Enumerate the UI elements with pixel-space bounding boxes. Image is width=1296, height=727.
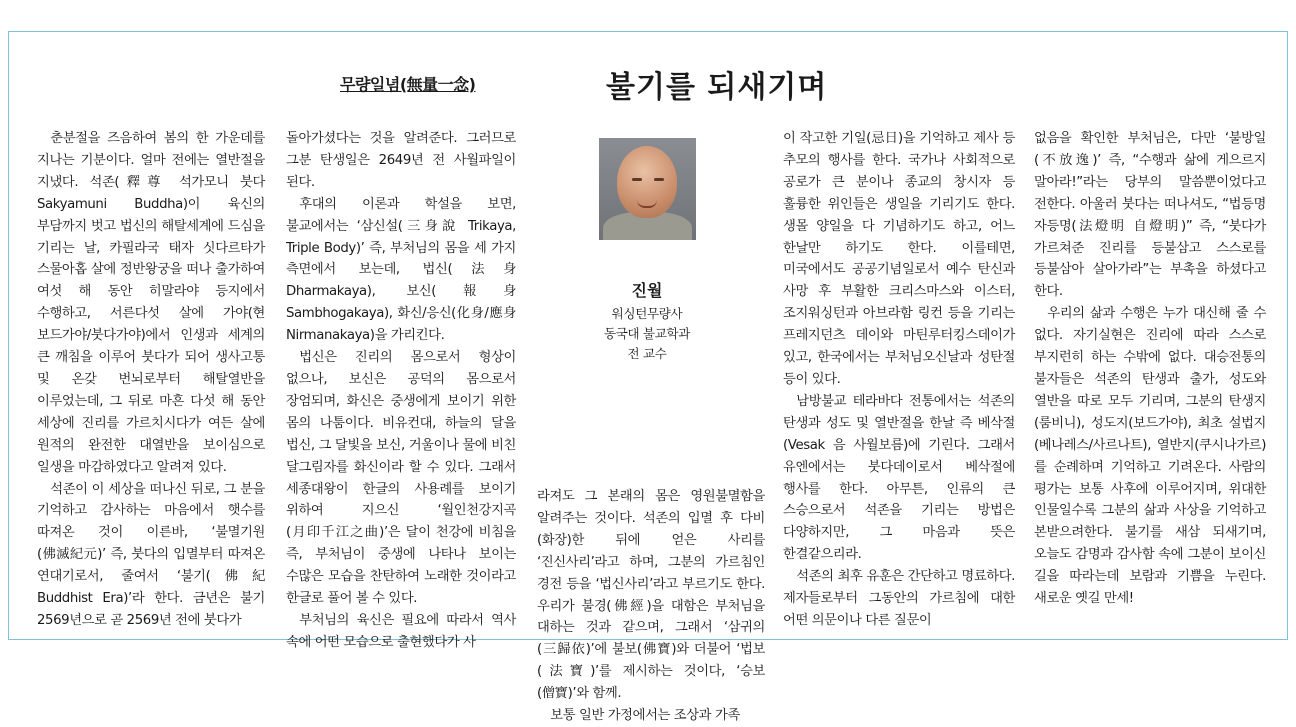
author-affiliation-line: 전 교수 xyxy=(627,346,667,361)
paragraph: 이 작고한 기일(忌日)을 기억하고 제사 등 추모의 행사를 한다. 국가나 사회적으로 공로가 큰 분이나 종교의 창시자 등 훌륭한 위인들은 생일을 기리기도 한다. 생몰 양일을 다 기념하기도 하고, 어느 한날만 하기도 한다. 이를테면, 미국에서도 공공기념일로서 예수 탄신과 사망 후 부활한 크리스마스와 이스터, 조지워싱턴과 아브라함 링컨 등을 기리는 프레지던츠 데이와 마틴루터킹스데이가 있고, 한국에서는 부처님오신날과 성탄절 등이 있다. xyxy=(783,131,1015,387)
photo-eye xyxy=(654,178,664,181)
article-column-1 xyxy=(37,128,265,632)
article-column-4 xyxy=(783,128,1015,632)
paragraph: 라져도 그 본래의 몸은 영원불멸함을 알려주는 것이다. 석존의 입멸 후 다비(화장)한 뒤에 얻은 사리를 ‘진신사리’라고 하며, 그분의 가르침인 경전 등을 ‘법신사리’라고 부르기도 한다. 우리가 불경(佛經)을 대함은 부처님을 대하는 것과 같으며, 그래서 ‘삼귀의(三歸依)’에 불보(佛寶)와 더불어 ‘법보(法寶)’를 제시하는 것이다, ‘승보(僧寶)’와 함께. xyxy=(537,489,765,702)
paragraph: 남방불교 테라바다 전통에서는 석존의 탄생과 성도 및 열반절을 한날 즉 베삭절(Vesak 음 사월보름)에 기린다. 그래서 유엔에서는 붓다데이로서 베삭절에 행사를 한다. 아무튼, 인류의 큰 스승으로서 석존을 기리는 방법은 다양하지만, 그 마음과 뜻은 한결같으리라. xyxy=(783,393,1015,563)
paragraph: 부처님의 육신은 필요에 따라서 역사 속에 어떤 모습으로 출현했다가 사 xyxy=(286,612,516,650)
author-affiliation-line: 동국대 불교학과 xyxy=(603,326,691,341)
headline: 불기를 되새기며 xyxy=(606,70,828,105)
author-name: 진월 xyxy=(631,281,663,300)
article-column-3 xyxy=(537,486,765,727)
paragraph: 없음을 확인한 부처님은, 다만 ‘불방일(不放逸)’ 즉, “수행과 삶에 게으르지 말아라!”라는 당부의 말씀뿐이었다고 전한다. 아울러 붓다는 떠나셔도, “법등명 자등명(法燈明 自燈明)” 즉, “붓다가 가르쳐준 진리를 등불삼고 스스로를 등불삼아 살아가라”는 부촉을 하셨다고 한다. xyxy=(1034,131,1266,300)
paragraph: 보통 일반 가정에서는 조상과 가족 xyxy=(550,708,740,724)
article-column-2 xyxy=(286,128,516,654)
paragraph: 석존이 이 세상을 떠나신 뒤로, 그 분을 기억하고 감사하는 마음에서 햇수를 따져온 것이 이른바, ‘불멸기원(佛滅紀元)’ 즉, 붓다의 입멸부터 따져온 연대기로서, 줄여서 ‘불기(佛紀 Buddhist Era)’라 한다. 금년은 불기 2569년으로 곧 2569년 전에 붓다가 xyxy=(37,481,265,628)
paragraph: 춘분절을 즈음하여 봄의 한 가운데를 지나는 기분이다. 얼마 전에는 열반절을 지냈다. 석존(釋尊 석가모니 붓다 Sakyamuni Buddha)이 육신의 부담까지 벗고 법신의 해탈세계에 드심을 기리는 날, 카필라국 태자 싯다르타가 스물아홉 살에 정반왕궁을 떠나 출가하여 여섯 해 동안 히말라야 등지에서 수행하고, 서른다섯 살에 가야(현 보드가야/붓다가야)에서 인생과 세계의 큰 깨침을 이루어 붓다가 되어 생사고통 및 온갖 번뇌로부터 해탈열반을 이루었는데, 그 뒤로 마흔 다섯 해 동안 세상에 진리를 가르치시다가 여든 살에 원적의 완전한 대열반을 보이심으로 일생을 마감하였다고 알려져 있다. xyxy=(37,131,265,475)
author-affiliation-line: 워싱턴무량사 xyxy=(611,306,683,321)
photo-eye xyxy=(632,178,642,181)
author-affiliation xyxy=(577,304,717,364)
paragraph: 석존의 최후 유훈은 간단하고 명료하다. 제자들로부터 그동안의 가르침에 대한 어떤 의문이나 다른 질문이 xyxy=(783,569,1015,628)
paragraph: 법신은 진리의 몸으로서 형상이 없으나, 보신은 공덕의 몸으로서 장엄되며, 화신은 중생에게 보이기 위한 몸의 나툼이다. 비유컨대, 하늘의 달을 법신, 그 달빛을 보신, 거울이나 물에 비친 달그림자를 화신이라 할 수 있다. 그래서 세종대왕이 한글의 사용례를 보이기 위하여 지으신 ‘월인천강지곡(月印千江之曲)’은 달이 천강에 비침을 즉, 부처님이 중생에 나타나 보이는 수많은 모습을 찬탄하여 노래한 것이라고 한글로 풀어 볼 수 있다. xyxy=(286,350,516,607)
article-column-5 xyxy=(1034,128,1266,610)
paragraph: 우리의 삶과 수행은 누가 대신해 줄 수 없다. 자기실현은 진리에 따라 스스로 부지런히 하는 수밖에 없다. 대승전통의 불자들은 석존의 탄생과 출가, 성도와 열반을 따로 모두 기리며, 그분의 탄생지(룸비니), 성도지(보드가야), 최초 설법지(베나레스/사르나트), 열반지(쿠시나가르)를 순례하며 기억하고 기려온다. 사람의 평가는 보통 사후에 이루어지며, 위대한 인물일수록 그분의 삶과 사상을 기억하고 본받으려한다. 불기를 새삼 되새기며, 오늘도 감명과 감사함 속에 그분이 보이신 길을 따라는데 보람과 기쁨을 누린다. 새로운 옛길 만세! xyxy=(1034,306,1266,607)
paragraph: 후대의 이론과 학설을 보면, 불교에서는 ‘삼신설(三身說 Trikaya, Triple Body)’ 즉, 부처님의 몸을 세 가지 측면에서 보는데, 법신(法身 Dharmakaya), 보신(報身 Sambhogakaya), 화신/응신(化身/應身 Nirmanakaya)을 가리킨다. xyxy=(286,196,516,344)
column-title: 무량일념(無量一念) xyxy=(340,75,476,94)
author-photo xyxy=(599,138,696,240)
paragraph: 돌아가셨다는 것을 알려준다. 그러므로 그분 탄생일은 2649년 전 사월파일이 된다. xyxy=(286,131,516,190)
